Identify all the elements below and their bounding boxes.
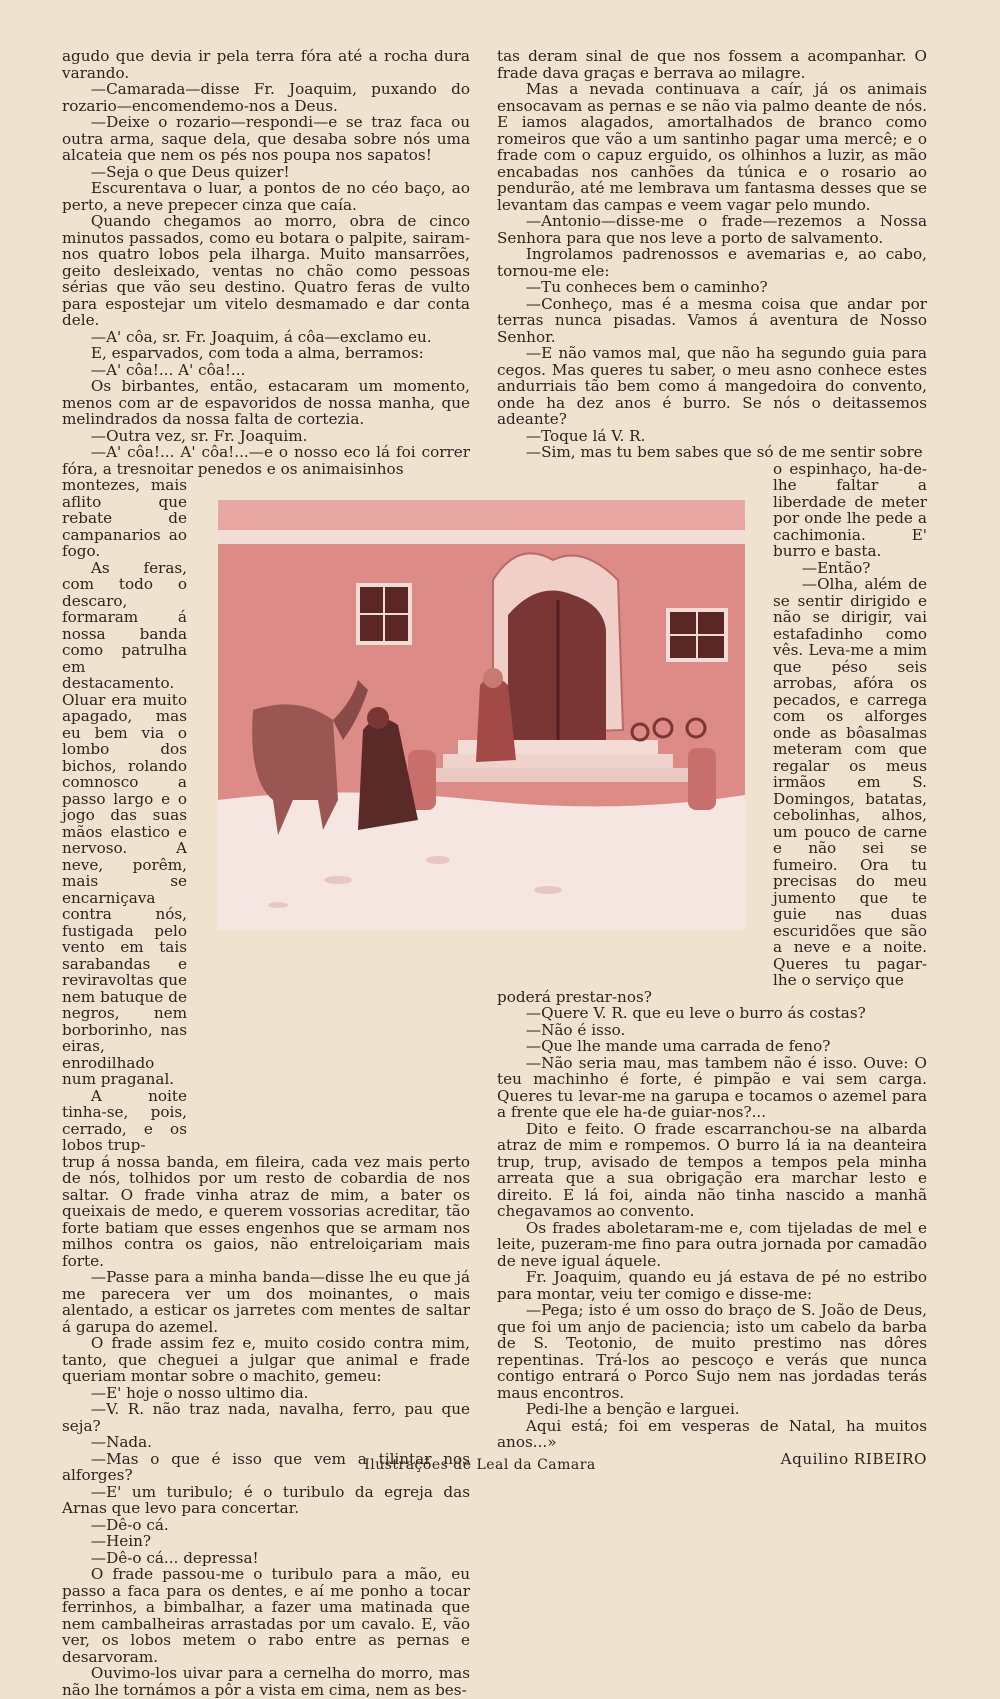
paragraph: —Pega; isto é um osso do braço de S. João de Deus, que foi um anjo de paciencia; isto um cabelo da barba de S. Teotonio, de muito prestimo nas dôres repentinas. Trá-los ao pescoço e verás que nunca contigo entrará o Porco Sujo nem nas jordadas terás maus encontros. (497, 1301, 927, 1402)
paragraph: —Deixe o rozario—respondi—e se traz faca ou outra arma, saque dela, que desaba sobre nós uma alcateia que nem os pés nos poupa nos sapatos! (62, 113, 470, 164)
paragraph: O frade assim fez e, muito cosido contra mim, tanto, que cheguei a julgar que animal e frade queriam montar sobre o machito, gemeu: (62, 1334, 470, 1385)
paragraph: Quando chegamos ao morro, obra de cinco minutos passados, como eu botara o palpite, sairam-nos quatro lobos pela ilharga. Muito mansarrões, geito desleixado, ventas no chão como pessoas sérias que vão seu destino. Quatro feras de vulto para espostejar um vitelo desmamado e dar conta dele. (62, 212, 470, 329)
paragraph: —Então? (801, 558, 871, 577)
paragraph: —Sim, mas tu bem sabes que só de me sentir sobre (525, 443, 923, 461)
paragraph: —E não vamos mal, que não ha segundo guia para cegos. Mas queres tu saber, o meu asno conhece estes andurriais tão bem como á mangedoira do convento, onde ha dez anos é burro. Se nós o deitassemos adeante? (497, 344, 927, 428)
paragraph: E, esparvados, com toda a alma, berramos: (90, 344, 424, 362)
paragraph: —Mas o que é isso que vem a tilintar nos alforges? (62, 1449, 470, 1484)
paragraph: —Olha, além de se sentir dirigido e não se dirigir, vai estafadinho como vês. Leva-me a mim que péso seis arrobas, afóra os pecados, e carrega com os alforges onde as bôasalmas meteram com que regalar os meus irmãos em S. Domingos, batatas, cebolinhas, alhos, um pouco de carne e não sei se fumeiro. Ora tu precisas do meu jumento que te guie nas duas escuridões que são a neve e a noite. Queres tu pagar-lhe o serviço que (773, 575, 927, 989)
paragraph: —V. R. não traz nada, navalha, ferro, pau que seja? (62, 1400, 470, 1435)
paragraph: —Hein? (90, 1532, 152, 1550)
paragraph: —E' hoje o nosso ultimo dia. (90, 1383, 309, 1402)
paragraph: Mas a nevada continuava a caír, já os animais ensocavam as pernas e se não via palmo deante de nós. E iamos alagados, amortalhados de branco como romeiros que vão a um santinho pagar uma mercê; e o frade com o capuz erguido, os olhinhos a luzir, as mão encabadas nos canhões da túnica e o rosario ao pendurão, até me lembrava um fantasma desses que se levantam das campas e veem vagar pelo mundo. (497, 80, 927, 214)
paragraph: Os frades aboletaram-me e, com tijeladas de mel e leite, puzeram-me fino para outra jornada por camadão de neve igual áquele. (497, 1218, 927, 1270)
paragraph: —Quere V. R. que eu leve o burro ás costas? (525, 1004, 866, 1022)
paragraph: —E' um turibulo; é o turibulo da egreja das Arnas que levo para concertar. (62, 1482, 470, 1517)
paragraph: —Outra vez, sr. Fr. Joaquim. (90, 426, 308, 445)
text-beside-illustration (773, 461, 927, 989)
paragraph: A noite tinha-se, pois, cerrado, e os lobos trup- (62, 1086, 187, 1154)
paragraph: Pedi-lhe a benção e larguei. (525, 1400, 740, 1418)
paragraph: Ingrolamos padrenossos e avemarias e, ao cabo, tornou-me ele: (497, 245, 927, 280)
illustration-convent-snow (218, 500, 745, 930)
paragraph: —Passe para a minha banda—disse lhe eu que já me parecera ver um dos moinantes, o mais alentado, a esticar os jarretes com mentes de saltar á garupa do azemel. (62, 1268, 470, 1336)
paragraph: —Camarada—disse Fr. Joaquim, puxando do rozario—encomendemo-nos a Deus. (62, 80, 470, 115)
paragraph: trup á nossa banda, em fileira, cada vez mais perto de nós, tolhidos por um resto de cobardia de nos saltar. O frade vinha atraz de mim, a bater os queixais de medo, e querem vossorias acreditar, tão forte batiam que esses engenhos que se armam nos milhos contra os gaios, não entreloiçariam mais forte. (62, 1152, 470, 1270)
paragraph: —Que lhe mande uma carrada de feno? (525, 1037, 831, 1055)
paragraph: —A' côa!... A' côa!...—e o nosso eco lá foi correr fóra, a tresnoitar penedos e os animaisinhos (62, 443, 470, 478)
paragraph: Dito e feito. O frade escarranchou-se na albarda atraz de mim e rompemos. O burro lá ia na deanteira trup, trup, avisado de tempos a tempos pela minha arreata que a sua obrigação era marchar lesto e direito. E lá foi, ainda não tinha nascido a manhã chegavamos ao convento. (497, 1119, 927, 1220)
paragraph: —Dê-o cá. (90, 1515, 169, 1534)
illustration-credit: Ilustrações de Leal da Camara (364, 1457, 596, 1473)
author-signature: Aquilino RIBEIRO (780, 1449, 927, 1468)
paragraph: —Toque lá V. R. (525, 426, 646, 445)
paragraph: —Não é isso. (525, 1020, 626, 1039)
paragraph: Fr. Joaquim, quando eu já estava de pé no estribo para montar, veiu ter comigo e disse-me: (497, 1268, 927, 1303)
paragraph: tas deram sinal de que nos fossem a acompanhar. O frade dava graças e berrava ao milagre. (497, 47, 927, 82)
text-beside-illustration (62, 477, 187, 1154)
paragraph: —Tu conheces bem o caminho? (525, 278, 768, 296)
paragraph: O frade passou-me o turibulo para a mão, eu passo a faca para os dentes, e aí me ponho a tocar ferrinhos, a bimbalhar, a fazer uma matinada que nem cambalheiras arrastadas por um cavalo. E, vão ver, os lobos metem o rabo entre as pernas e desarvoram. (62, 1565, 470, 1666)
paragraph: —Não seria mau, mas tambem não é isso. Ouve: O teu machinho é forte, é pimpão e vai sem carga. Queres tu levar-me na garupa e tocamos o azemel para a frente que ele ha-de guiar-nos?... (497, 1053, 927, 1121)
paragraph: poderá prestar-nos? (497, 987, 652, 1006)
paragraph: agudo que devia ir pela terra fóra até a rocha dura varando. (62, 47, 470, 82)
paragraph: Escurentava o luar, a pontos de no céo baço, ao perto, a neve prepecer cinza que caía. (62, 179, 470, 214)
paragraph: —A' côa!... A' côa!... (90, 360, 246, 379)
paragraph: Ouvimo-los uivar para a cernelha do morro, mas não lhe tornámos a pôr a vista em cima, nem as bes- (62, 1664, 470, 1699)
paragraph: o espinhaço, ha-de-lhe faltar a liberdade de meter por onde lhe pede a cachimonia. E' burro e basta. (773, 459, 927, 560)
paragraph: —Seja o que Deus quizer! (90, 162, 290, 181)
paragraph: —Conheço, mas é a mesma coisa que andar por terras nunca pisadas. Vamos á aventura de Nosso Senhor. (497, 294, 927, 346)
paragraph: Aqui está; foi em vesperas de Natal, ha muitos anos...» (497, 1416, 927, 1451)
paragraph: As feras, com todo o descaro, formaram á nossa banda como patrulha em destacamento. Oluar era muito apagado, mas eu bem via o lombo dos bichos, rolando comnosco a passo largo e o jogo das suas mãos elastico e nervoso. A neve, porêm, mais se encarniçava contra nós, fustigada pelo vento em tais sarabandas e reviravoltas que nem batuque de negros, nem borborinho, nas eiras, enrodilhado num praganal. (62, 558, 187, 1088)
paragraph: —Nada. (90, 1433, 153, 1451)
paragraph: montezes, mais aflito que rebate de campanarios ao fogo. (62, 476, 187, 560)
paragraph: —Dê-o cá... depressa! (90, 1548, 259, 1567)
paragraph: —Antonio—disse-me o frade—rezemos a Nossa Senhora para que nos leve a porto de salvamento. (497, 212, 927, 247)
paragraph: Os birbantes, então, estacaram um momento, menos com ar de espavoridos de nossa manha, que melindrados da nossa falta de cortezia. (62, 377, 470, 428)
paragraph: —A' côa, sr. Fr. Joaquim, á côa—exclamo eu. (90, 327, 432, 346)
